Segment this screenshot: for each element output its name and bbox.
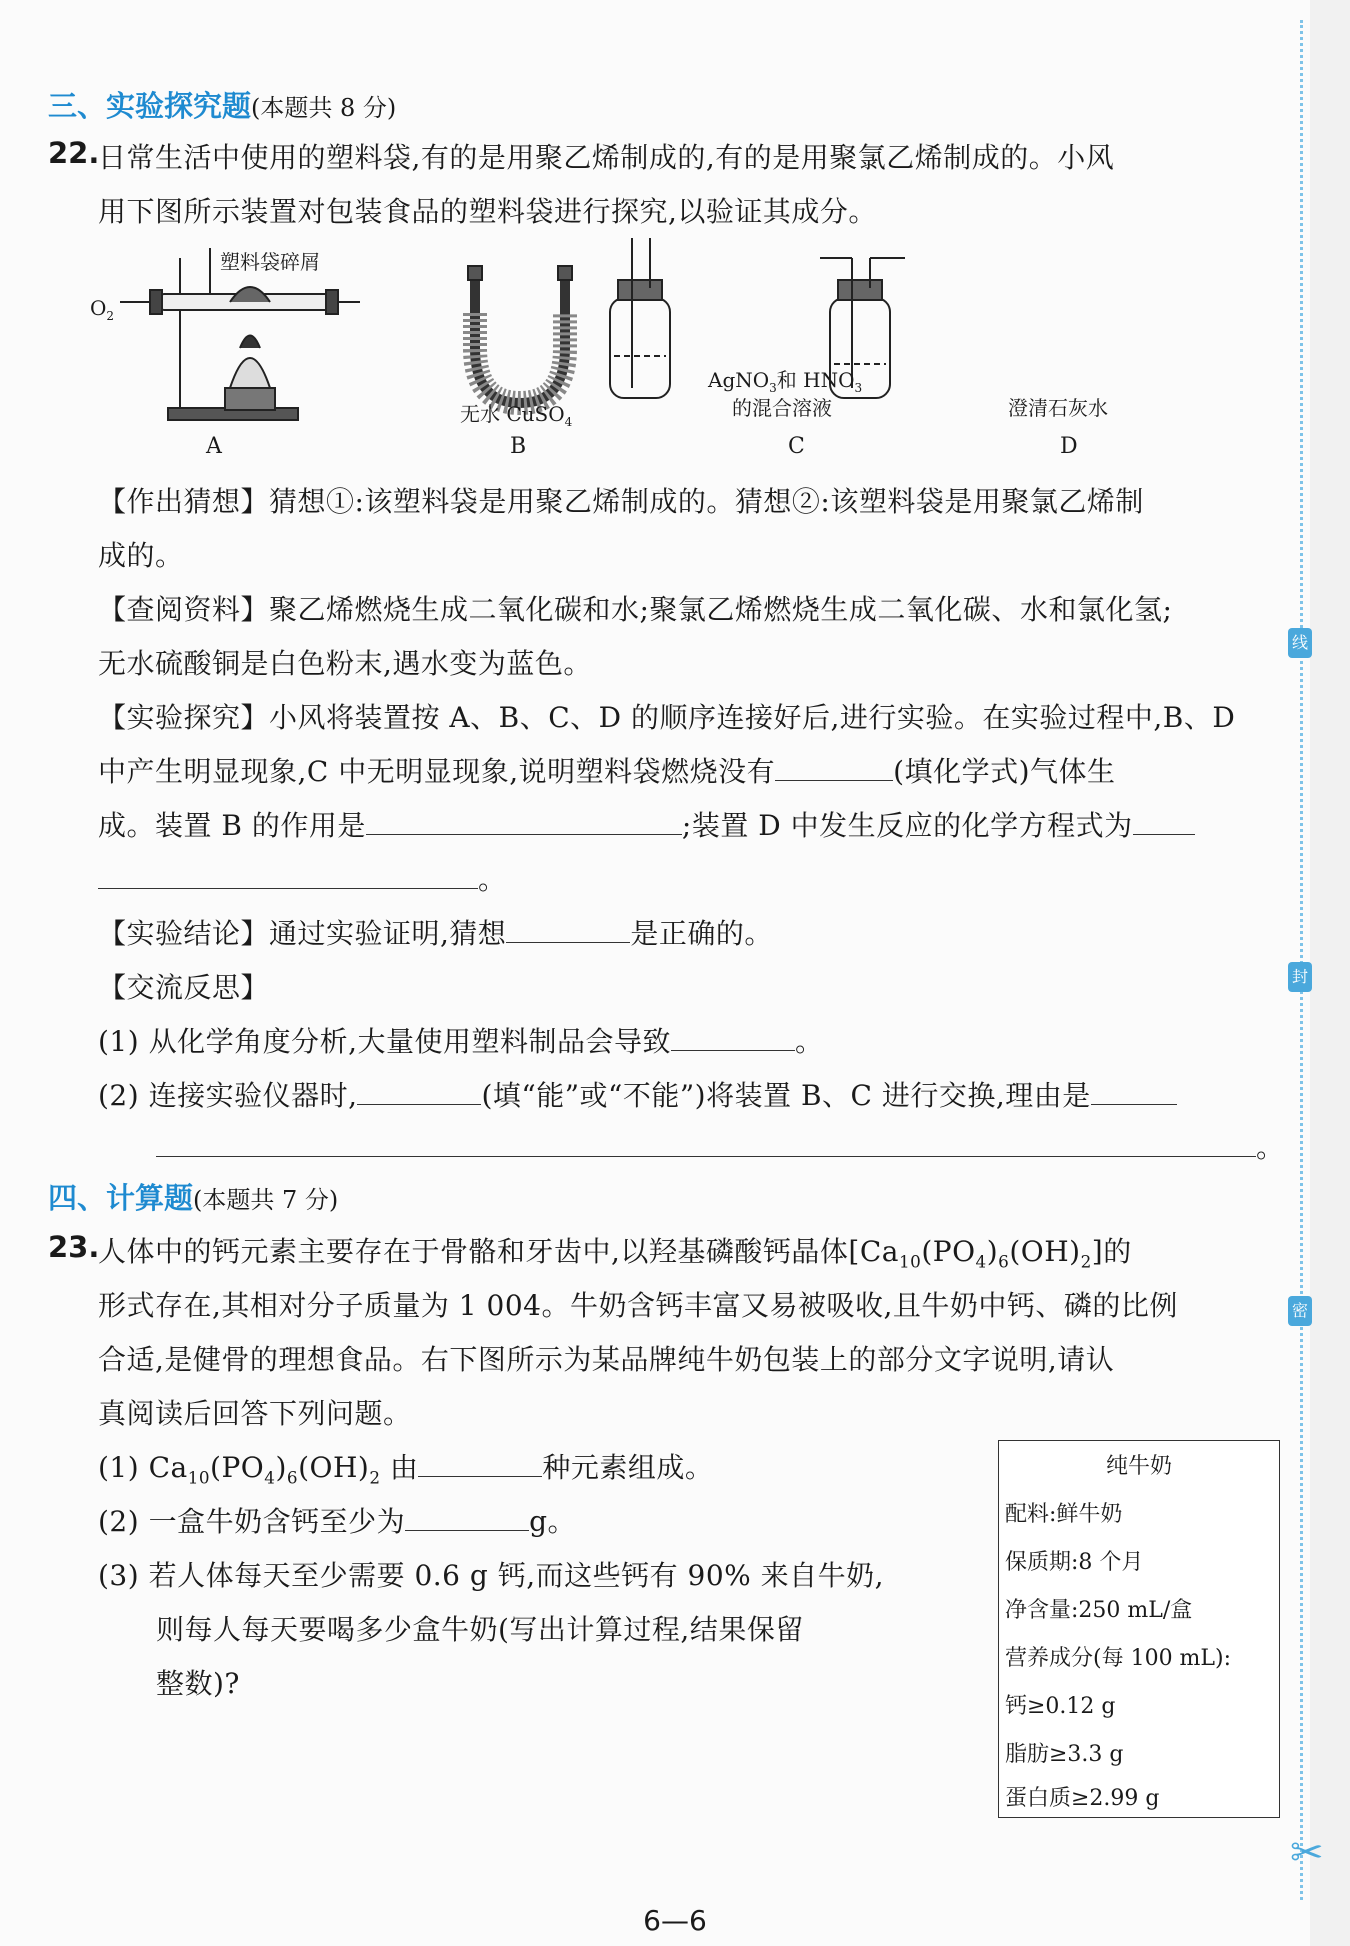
text-run: ;装置 D 中发生反应的化学方程式为 — [681, 809, 1133, 842]
question-number: 22. — [48, 136, 100, 170]
question-text: 则每人每天要喝多少盒牛奶(写出计算过程,结果保留 — [156, 1613, 804, 1646]
d-label: 澄清石灰水 — [1008, 396, 1108, 420]
milk-row: 净含量:250 mL/盒 — [1005, 1598, 1193, 1623]
text-run: 。 — [1256, 1131, 1285, 1164]
text-run: (OH) — [298, 1451, 370, 1484]
milk-row: 脂肪≥3.3 g — [1005, 1742, 1124, 1767]
answer-blank[interactable] — [357, 1078, 481, 1105]
milk-row: 营养成分(每 100 mL): — [1005, 1646, 1232, 1671]
question-text — [98, 750, 1116, 790]
text-run: (1) 从化学角度分析,大量使用塑料制品会导致 — [98, 1025, 671, 1058]
c-label2: 的混合溶液 — [732, 396, 832, 420]
question-text: 整数)? — [156, 1667, 240, 1700]
b-label-text: 无水 CuSO — [460, 402, 565, 426]
text-run: (PO — [210, 1451, 265, 1484]
question-text — [98, 912, 773, 952]
milk-title: 纯牛奶 — [1105, 1454, 1172, 1479]
milk-label-box — [998, 1440, 1280, 1818]
section-title: 四、计算题 — [48, 1181, 194, 1215]
section-heading — [48, 1176, 338, 1217]
question-text: 合适,是健骨的理想食品。右下图所示为某品牌纯牛奶包装上的部分文字说明,请认 — [98, 1343, 1115, 1376]
o2-label: $O_2$ — [90, 296, 115, 323]
section-score: (本题共 7 分) — [193, 1186, 339, 1214]
milk-row: 保质期:8 个月 — [1005, 1550, 1144, 1575]
text-run: (PO — [921, 1235, 976, 1268]
question-text: 真阅读后回答下列问题。 — [98, 1397, 412, 1430]
question-text: (1) $Ca_{10}(PO_4)_6(OH)_2$ 由 种元素组成。 — [98, 1451, 714, 1488]
margin-tab: 密 — [1288, 1296, 1312, 1326]
question-text — [98, 858, 507, 898]
text-run: (2) 连接实验仪器时, — [98, 1079, 358, 1112]
answer-blank[interactable] — [1133, 808, 1195, 835]
question-text — [98, 1500, 576, 1540]
margin-tab: 线 — [1288, 628, 1312, 658]
text-run: 成。装置 B 的作用是 — [98, 809, 366, 842]
question-text: 【作出猜想】猜想①:该塑料袋是用聚乙烯制成的。猜想②:该塑料袋是用聚氯乙烯制 — [98, 485, 1144, 518]
answer-blank[interactable] — [366, 808, 682, 835]
o2-text: O — [90, 296, 107, 320]
question-text: 形式存在,其相对分子质量为 1 004。牛奶含钙丰富又易被吸收,且牛奶中钙、磷的比例 — [98, 1289, 1178, 1322]
b-label: 无水 CuSO$_4$ — [460, 402, 573, 429]
text-run: ) — [986, 1235, 999, 1268]
text-run: 种元素组成。 — [542, 1451, 714, 1484]
milk-row: 钙≥0.12 g — [1005, 1694, 1116, 1719]
question-text: 无水硫酸铜是白色粉末,遇水变为蓝色。 — [98, 647, 592, 680]
text-run: 。 — [794, 1025, 824, 1058]
question-text: 人体中的钙元素主要存在于骨骼和牙齿中,以羟基磷酸钙晶体$[Ca_{10}(PO_4)_6(OH)_2]$的 — [98, 1235, 1132, 1272]
text-run: 【实验结论】通过实验证明,猜想 — [98, 917, 507, 950]
text-run: g。 — [529, 1505, 577, 1538]
question-text: 日常生活中使用的塑料袋,有的是用聚乙烯制成的,有的是用聚氯乙烯制成的。小风 — [98, 141, 1115, 174]
milk-row: 蛋白质≥2.99 g — [1005, 1786, 1160, 1811]
text-run: 。 — [478, 863, 507, 896]
cut-line — [1300, 20, 1303, 1900]
question-text: 用下图所示装置对包装食品的塑料袋进行探究,以验证其成分。 — [98, 195, 877, 228]
answer-blank[interactable] — [775, 754, 893, 781]
margin-tab: 封 — [1288, 962, 1312, 992]
answer-blank[interactable] — [506, 916, 630, 943]
question-text: 【交流反思】 — [98, 971, 270, 1004]
c-label-text: AgNO — [708, 368, 770, 392]
text-run: (2) 一盒牛奶含钙至少为 — [98, 1505, 406, 1538]
answer-blank[interactable] — [156, 1130, 1256, 1157]
fig-letter: A — [206, 434, 222, 459]
text-run: ]的 — [1091, 1235, 1132, 1268]
margin-shade — [1310, 0, 1350, 1946]
question-text — [156, 1126, 1285, 1166]
answer-blank[interactable] — [671, 1024, 795, 1051]
section-title: 三、实验探究题 — [48, 89, 252, 123]
text-run: (OH) — [1009, 1235, 1081, 1268]
text-run: 是正确的。 — [630, 917, 773, 950]
question-text: 【实验探究】小风将装置按 A、B、C、D 的顺序连接好后,进行实验。在实验过程中,B、D — [98, 701, 1236, 734]
section-score: (本题共 8 分) — [251, 94, 397, 122]
answer-blank[interactable] — [405, 1504, 529, 1531]
text-run: ) — [275, 1451, 287, 1484]
c-label: AgNO$_3$和 $HNO_3$ — [708, 368, 863, 395]
text-run: (1) Ca — [98, 1451, 188, 1484]
fig-letter: D — [1060, 434, 1078, 459]
text-run: 由 — [380, 1451, 419, 1484]
question-text — [98, 804, 1195, 844]
question-number: 23. — [48, 1230, 100, 1264]
text-run: (填“能”或“不能”)将装置 B、C 进行交换,理由是 — [481, 1079, 1091, 1112]
answer-blank[interactable] — [1091, 1078, 1177, 1105]
question-text: 成的。 — [98, 539, 184, 572]
a-label: 塑料袋碎屑 — [220, 250, 320, 274]
apparatus-figure — [90, 238, 1290, 468]
fig-letter: C — [788, 434, 805, 459]
c-label-text2: 和 HNO — [776, 368, 855, 392]
section-heading — [48, 84, 396, 125]
text-run: (填化学式)气体生 — [893, 755, 1116, 788]
page-number: 6—6 — [643, 1904, 707, 1937]
text-run: 人体中的钙元素主要存在于骨骼和牙齿中,以羟基磷酸钙晶体[Ca — [98, 1235, 899, 1268]
question-text: 【查阅资料】聚乙烯燃烧生成二氧化碳和水;聚氯乙烯燃烧生成二氧化碳、水和氯化氢; — [98, 593, 1173, 626]
answer-blank[interactable] — [98, 862, 478, 889]
text-run: 中产生明显现象,C 中无明显现象,说明塑料袋燃烧没有 — [98, 755, 776, 788]
fig-letter: B — [510, 434, 527, 459]
scissors-icon: ✂ — [1290, 1830, 1324, 1876]
answer-blank[interactable] — [418, 1450, 542, 1477]
question-text — [98, 1020, 823, 1060]
milk-row: 配料:鲜牛奶 — [1005, 1502, 1123, 1527]
question-text — [98, 1074, 1177, 1114]
question-text: (3) 若人体每天至少需要 0.6 g 钙,而这些钙有 90% 来自牛奶, — [98, 1559, 885, 1592]
